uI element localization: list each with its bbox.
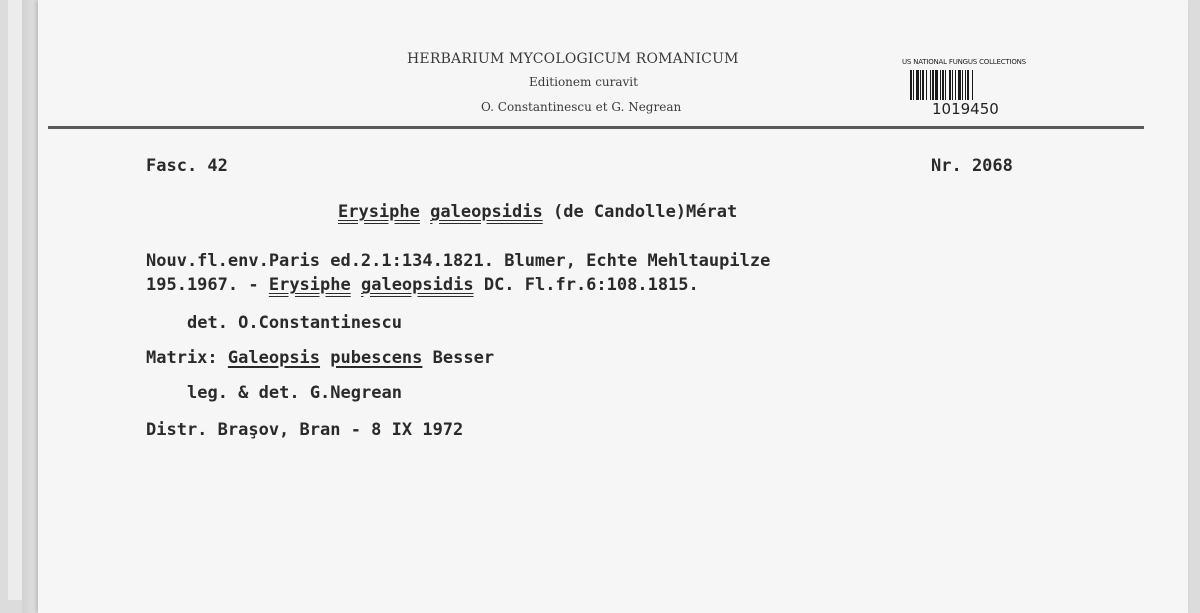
reference-prefix: 195.1967. - <box>146 275 259 295</box>
exsiccata-number: Nr. 2068 <box>931 156 1013 176</box>
herbarium-title: HERBARIUM MYCOLOGICUM ROMANICUM <box>407 51 739 67</box>
taxon-species: galeopsidis <box>430 202 543 222</box>
taxon-genus: Erysiphe <box>338 202 420 222</box>
barcode-number: 1019450 <box>932 100 999 118</box>
reference-line-2 <box>146 275 699 295</box>
matrix-label: Matrix: <box>146 348 218 368</box>
editors-names: O. Constantinescu et G. Negrean <box>481 100 682 114</box>
collector: leg. & det. G.Negrean <box>187 383 402 403</box>
determiner: det. O.Constantinescu <box>187 313 402 333</box>
distribution-locality: Distr. Braşov, Bran - 8 IX 1972 <box>146 420 464 440</box>
taxon-author: (de Candolle)Mérat <box>552 202 738 222</box>
reference-suffix: DC. Fl.fr.6:108.1815. <box>483 275 699 295</box>
basionym-species: galeopsidis <box>360 275 474 295</box>
reference-line-1: Nouv.fl.env.Paris ed.2.1:134.1821. Blumer, Echte Mehltaupilze <box>146 251 771 271</box>
host-species: pubescens <box>330 348 423 368</box>
editor-caption: Editionem curavit <box>529 75 638 89</box>
host-genus: Galeopsis <box>227 348 321 368</box>
matrix-line <box>146 348 494 368</box>
fascicle-number: Fasc. 42 <box>146 156 228 176</box>
collection-name: US NATIONAL FUNGUS COLLECTIONS <box>902 58 1026 66</box>
barcode-icon <box>910 70 1040 100</box>
basionym-genus: Erysiphe <box>268 275 351 295</box>
taxon-name <box>338 202 737 222</box>
header-divider <box>48 126 1144 129</box>
host-author: Besser <box>432 348 495 368</box>
barcode-block <box>902 58 1042 122</box>
